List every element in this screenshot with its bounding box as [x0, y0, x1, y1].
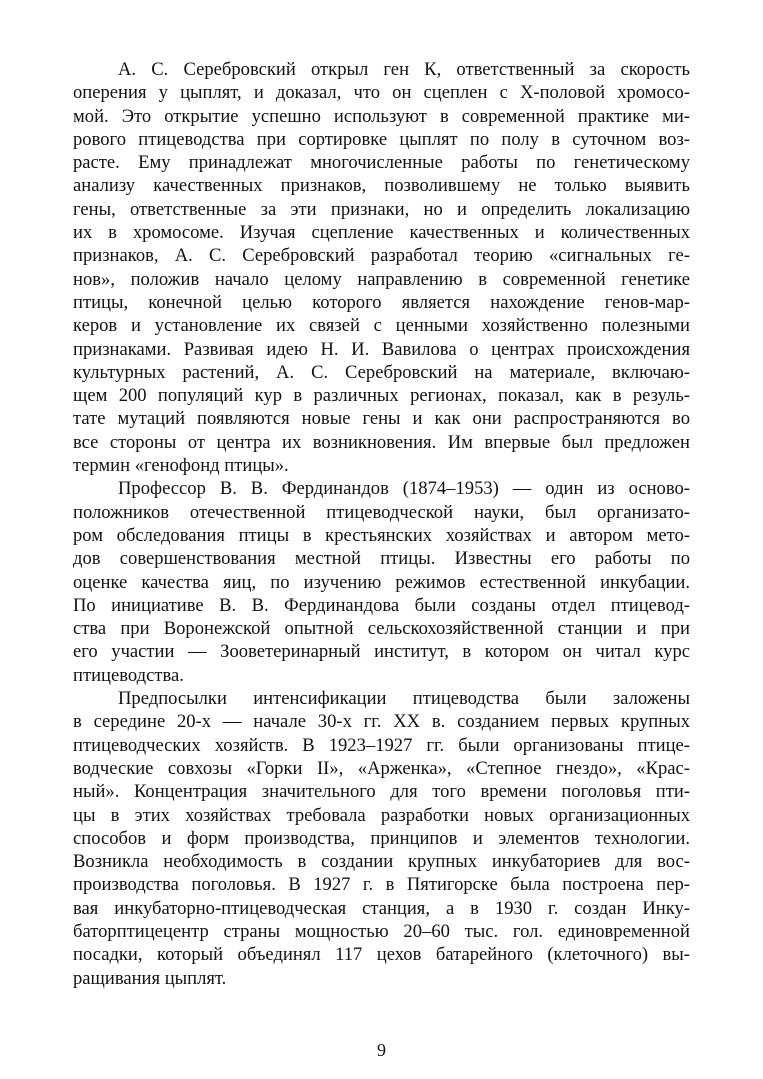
text-line: их в хромосоме. Изучая сцепление качественных и количественных	[73, 222, 690, 244]
text-line: Профессор В. В. Фердинандов (1874–1953) — один из осново-	[118, 478, 690, 500]
text-line: водческие совхозы «Горки II», «Арженка», «Степное гнездо», «Крас-	[73, 757, 690, 779]
text-line: керов и установление их связей с ценными хозяйственно полезными	[73, 315, 690, 337]
text-line: Возникла необходимость в создании крупных инкубаториев для вос-	[73, 851, 690, 873]
paragraph-3	[73, 687, 690, 990]
text-line: ращивания цыплят.	[73, 967, 227, 989]
text-line: все стороны от центра их возникновения. Им впервые был предложен	[73, 431, 690, 453]
text-line: А. С. Серебровский открыл ген К, ответственный за скорость	[118, 59, 690, 80]
text-line: птицеводческих хозяйств. В 1923–1927 гг. были организованы птице-	[73, 734, 690, 756]
text-line: цы в этих хозяйствах требовала разработки новых организационных	[73, 804, 690, 826]
text-line: ный». Концентрация значительного для того времени поголовья пти-	[73, 781, 690, 803]
text-line: мой. Это открытие успешно используют в современной практике ми-	[73, 105, 690, 127]
text-line: расте. Ему принадлежат многочисленные работы по генетическому	[73, 152, 690, 174]
text-line: ства при Воронежской опытной сельскохозяйственной станции и при	[73, 618, 690, 640]
paragraph-2	[73, 477, 690, 687]
document-body	[73, 58, 690, 990]
text-line: По инициативе В. В. Фердинандова были созданы отдел птицевод-	[73, 594, 690, 616]
text-line: дов совершенствования местной птицы. Известны его работы по	[73, 548, 690, 570]
page-number: 9	[377, 1040, 386, 1060]
text-line: его участии — Зооветеринарный институт, в котором он читал курс	[73, 641, 690, 663]
text-line: анализу качественных признаков, позволившему не только выявить	[73, 175, 690, 197]
text-line: оперения у цыплят, и доказал, что он сцеплен с Х-половой хромосо-	[73, 82, 690, 104]
text-line: нов», положив начало целому направлению в современной генетике	[73, 268, 690, 290]
text-line: гены, ответственные за эти признаки, но и определить локализацию	[73, 198, 690, 220]
text-line: птицеводства.	[73, 664, 184, 686]
text-line: Предпосылки интенсификации птицеводства были заложены	[118, 688, 690, 710]
text-line: термин «генофонд птицы».	[73, 455, 289, 477]
text-line: птицы, конечной целью которого является нахождение генов-мар-	[73, 291, 690, 313]
paragraph-1	[73, 58, 690, 477]
text-line: положников отечественной птицеводческой науки, был организато-	[73, 501, 690, 523]
text-line: оценке качества яиц, по изучению режимов естественной инкубации.	[73, 571, 690, 593]
text-line: признаков, А. С. Серебровский разработал теорию «сигнальных ге-	[73, 245, 690, 267]
text-line: вая инкубаторно-птицеводческая станция, а в 1930 г. создан Инку-	[73, 897, 690, 919]
text-line: способов и форм производства, принципов и элементов технологии.	[73, 827, 690, 849]
text-line: тате мутаций появляются новые гены и как они распространяются во	[73, 408, 690, 430]
text-line: посадки, который объединял 117 цехов батарейного (клеточного) вы-	[73, 944, 690, 966]
text-line: признаками. Развивая идею Н. И. Вавилова о центрах происхождения	[73, 338, 690, 360]
text-line: в середине 20-х — начале 30-х гг. XX в. созданием первых крупных	[73, 711, 690, 733]
text-line: баторптицецентр страны мощностью 20–60 тыс. гол. единовременной	[73, 920, 690, 942]
text-line: культурных растений, А. С. Серебровский на материале, включаю-	[73, 361, 690, 383]
text-line: ром обследования птицы в крестьянских хозяйствах и автором мето-	[73, 524, 690, 546]
text-line: щем 200 популяций кур в различных регионах, показал, как в резуль-	[73, 385, 690, 407]
text-line: рового птицеводства при сортировке цыплят по полу в суточном воз-	[73, 128, 690, 150]
text-line: производства поголовья. В 1927 г. в Пятигорске была построена пер-	[73, 874, 690, 896]
